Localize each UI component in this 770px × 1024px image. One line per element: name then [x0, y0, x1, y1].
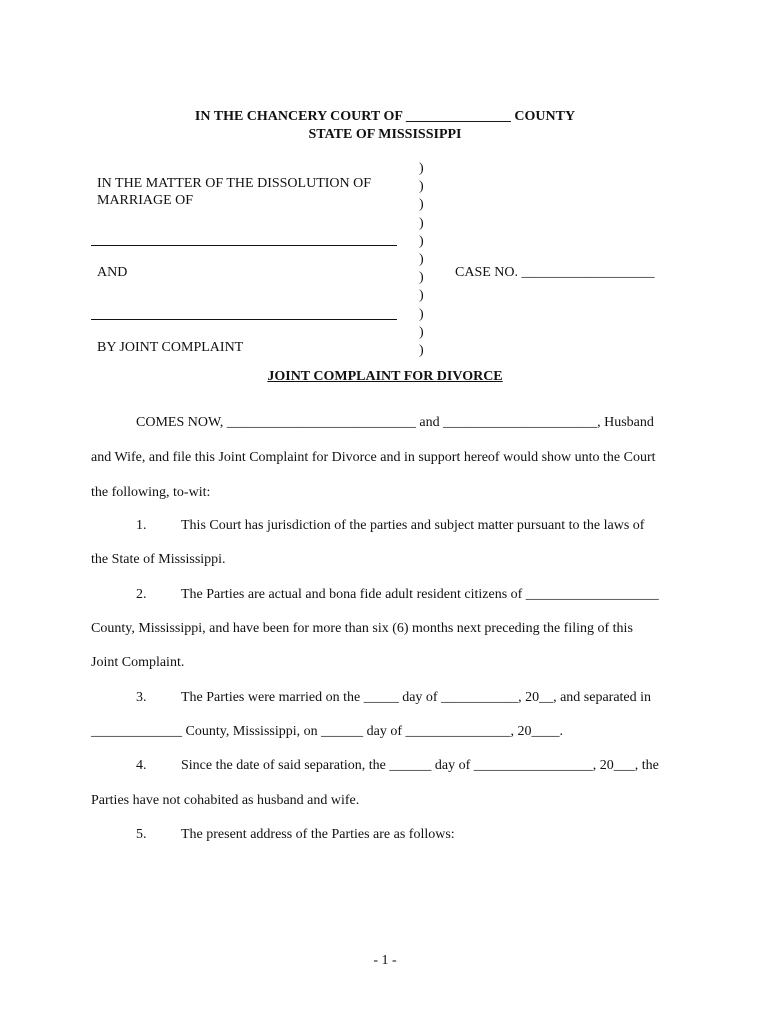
paragraph-5-number: 5.: [136, 827, 147, 842]
paragraph-4-line1: Since the date of said separation, the ______ day of _________________, 20___, the: [181, 758, 659, 773]
caption-paren: ): [419, 251, 424, 267]
paragraph-2-line1: The Parties are actual and bona fide adult resident citizens of ___________________: [181, 587, 659, 602]
caption-parenthesis-column: [419, 160, 431, 360]
caption-matter-line2: MARRIAGE OF: [97, 193, 194, 208]
document-title: JOINT COMPLAINT FOR DIVORCE: [267, 369, 503, 384]
paragraph-3-line1: The Parties were married on the _____ day of ___________, 20__, and separated in: [181, 690, 652, 705]
caption-paren: ): [419, 342, 424, 358]
paragraph-1-number: 1.: [136, 518, 147, 533]
paragraph-1-line2: the State of Mississippi.: [91, 552, 226, 567]
caption-paren: ): [419, 270, 424, 286]
caption-matter-line1: IN THE MATTER OF THE DISSOLUTION OF: [97, 176, 372, 191]
paragraph-4-line2: Parties have not cohabited as husband and wife.: [91, 793, 360, 808]
caption-paren: ): [419, 197, 424, 213]
intro-line3: the following, to-wit:: [91, 485, 211, 500]
caption-by-joint-complaint: BY JOINT COMPLAINT: [97, 340, 244, 355]
caption-and-label: AND: [97, 265, 128, 280]
caption-paren: ): [419, 233, 424, 249]
paragraph-1-line1: This Court has jurisdiction of the parties and subject matter pursuant to the laws of: [181, 518, 645, 533]
caption-paren: ): [419, 161, 424, 176]
paragraph-4-number: 4.: [136, 758, 147, 773]
paragraph-2-line2: County, Mississippi, and have been for more than six (6) months next preceding the filing of this: [91, 621, 633, 636]
case-number: CASE NO. ___________________: [455, 265, 655, 280]
caption-paren: ): [419, 324, 424, 340]
caption-paren: ): [419, 306, 424, 322]
court-header-line2: STATE OF MISSISSIPPI: [308, 127, 462, 142]
paragraph-2-line3: Joint Complaint.: [91, 655, 185, 670]
caption-paren: ): [419, 215, 424, 231]
caption-paren: ): [419, 179, 424, 195]
paragraph-2-number: 2.: [136, 587, 147, 602]
caption-paren: ): [419, 288, 424, 304]
intro-line1: COMES NOW, ___________________________ and ______________________, Husband: [136, 415, 654, 430]
paragraph-3-number: 3.: [136, 690, 147, 705]
party1-name-line: [91, 245, 397, 246]
paragraph-5-line1: The present address of the Parties are as follows:: [181, 827, 455, 842]
intro-line2: and Wife, and file this Joint Complaint for Divorce and in support hereof would show unto the Court: [91, 450, 656, 465]
page-number: - 1 -: [373, 953, 397, 968]
court-header-line1: IN THE CHANCERY COURT OF _______________ COUNTY: [194, 109, 576, 124]
paragraph-3-line2: _____________ County, Mississippi, on ______ day of _______________, 20____.: [91, 724, 563, 739]
party2-name-line: [91, 319, 397, 320]
